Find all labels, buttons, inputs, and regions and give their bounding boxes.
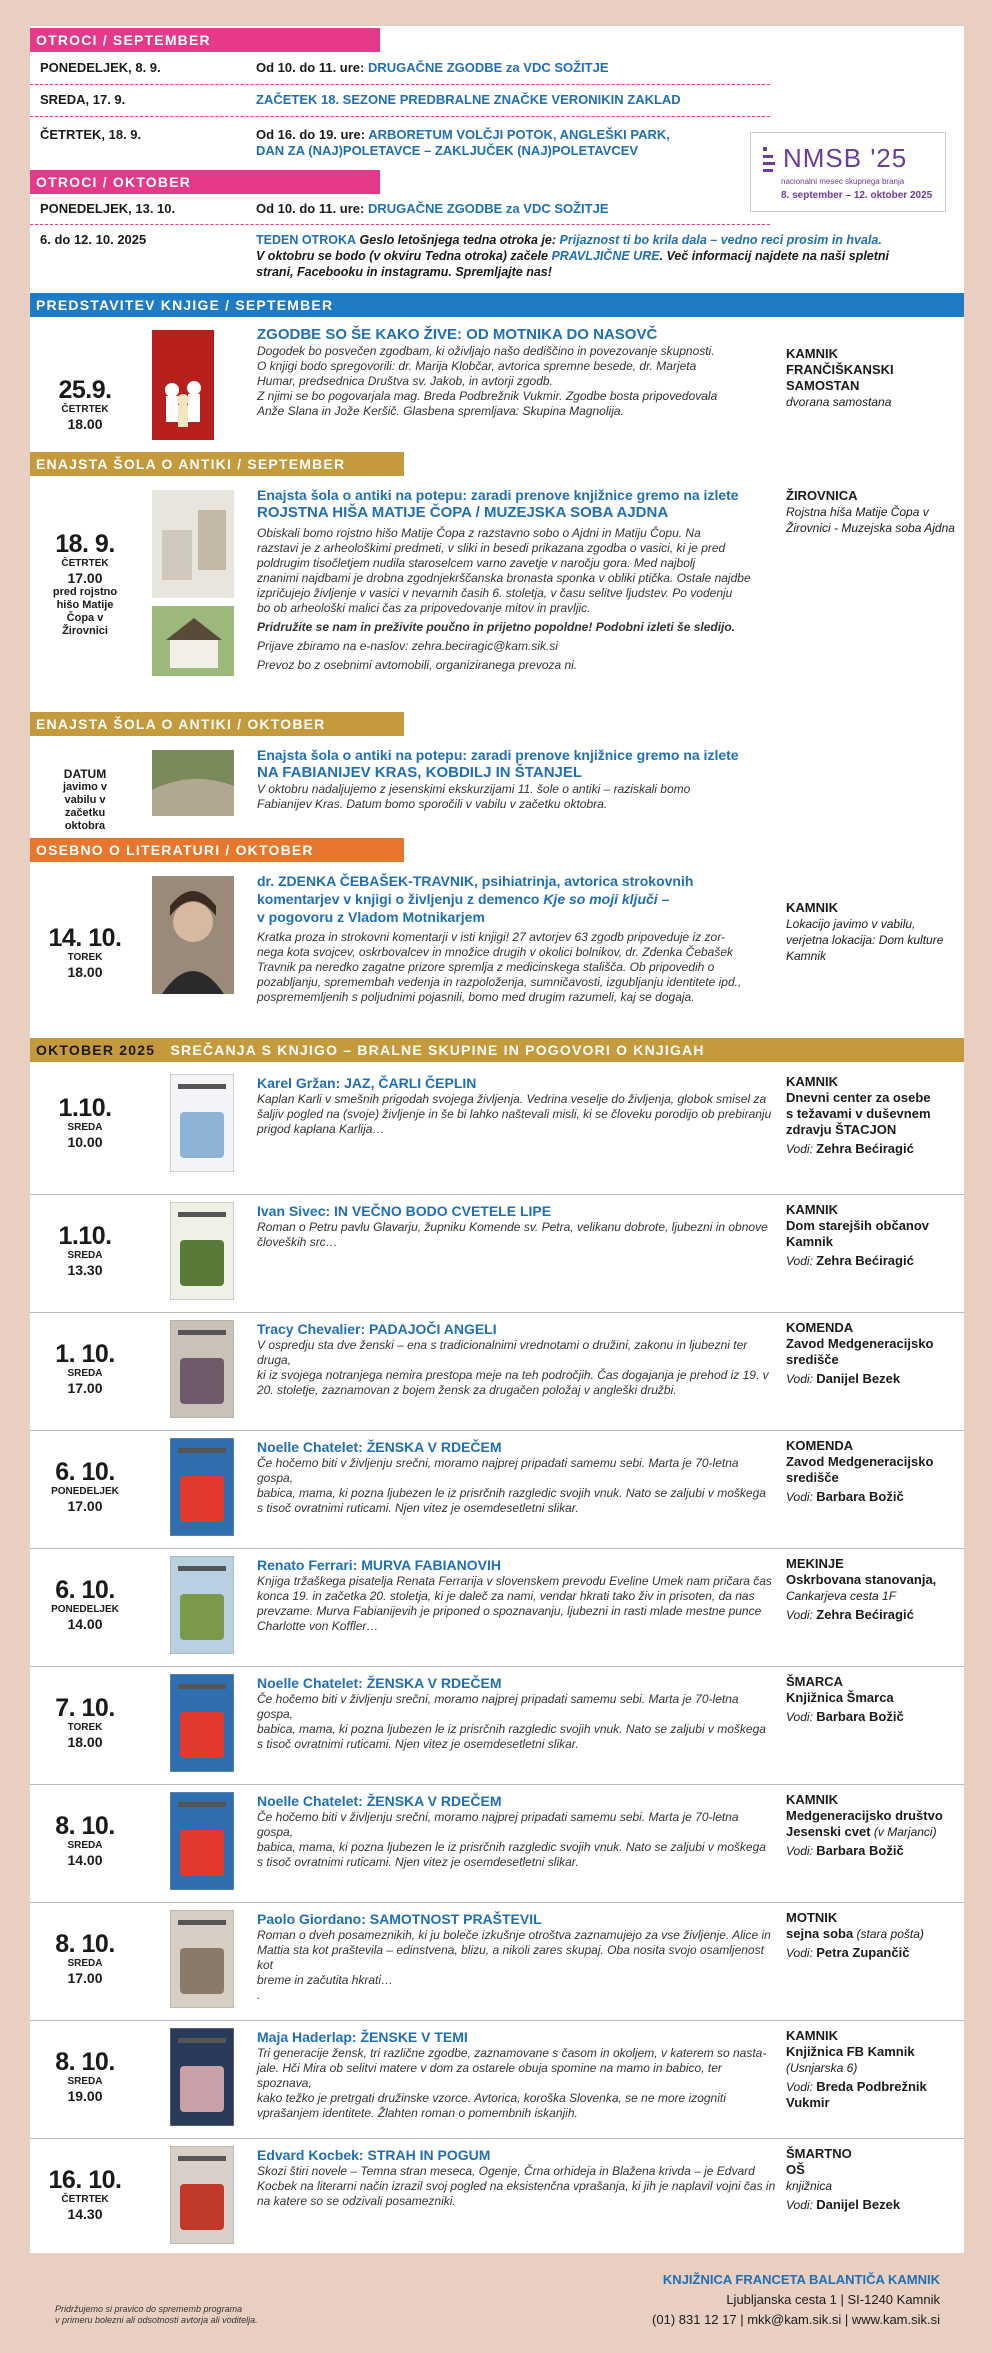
row-divider [30,1548,964,1549]
program-page: OTROCI / SEPTEMBER PONEDELJEK, 8. 9. Od 10. do 11. ure: DRUGAČNE ZGODBE za VDC SOŽITJE SREDA, 17. 9. ZAČETEK 18. SEZONE PREDBRALNE ZNAČKE VERONIKIN ZAKLAD ČETRTEK, 18. 9. Od 16. do 19. ure: ARBORETUM VOLČJI POTOK, ANGLEŠKI PARK, DAN ZA (NAJ)POLETAVCE – ZAKLJUČEK (NAJ)POLETAVCEV NMSB '25 nacionalni mesec skupnega branja 8. september – 12. oktober 2025 OTROCI / OKTOBER PONEDELJEK, 13. 10. Od 10. do 11. ure: DRUGAČNE ZGODBE za VDC SOŽITJE 6. do 12. 10. 2025 TEDEN OTROKA Geslo letošnjega tedna otroka je: Prijaznost ti bo krila dala – vedno reci prosim in hvala. V oktobru se bodo (v okviru Tedna otroka) začele PRAVLJIČNE URE. Več informacij najdete na naši spletni strani, Facebooku in instagramu. Spremljajte nas! PREDSTAVITEV KNJIGE / SEPTEMBER 25.9. ČETRTEK 18.00 ZGODBE SO ŠE KAKO ŽIVE: OD MOTNIKA DO NASOVČ Dogodek bo posvečen zgodbam, ki oživljajo našo dediščino in povezovanje skupnosti. O knjigi bodo spregovorili: dr. Marija Klobčar, avtorica spremne besede, dr. Marjeta Humar, predsednica Društva sv. Jakob, in avtorji zgodb. Z njimi se bo pogovarjala mag. Breda Podbrežnik Vukmir. Zgodbe bosta pripovedovala Anže Slana in Jože Keršič. Glasbena spremljava: Skupina Magnolija. KAMNIK FRANČIŠKANSKI SAMOSTAN dvorana samostana ENAJSTA ŠOLA O ANTIKI / SEPTEMBER 18. 9. ČETRTEK 17.00 pred rojstno hišo Matije Čopa v Žirovnici Enajsta šola o antiki na potepu: zaradi prenove knjižnice gremo na izlete ROJSTNA HIŠA MATIJE ČOPA / MUZEJSKA SOBA AJDNA Obiskali bomo rojstno hišo Matije Čopa z razstavno sobo o Ajdni in Matiju Čopu. Na razstavi je z arheološkimi predmeti, v sliki in besedi prikazana zgodba o vasici, ki je pred poldrugim tisočletjem nudila staroselcem varno zavetje v naročju gora. Med najbolj znanimi najdbami je drobna zgodnjekrščanska bronasta sponka v obliki ptička. Ostale najdbe izpričujejo življenje v vasici v nevarnih časih 6. stoletja, v času selitve ljudstev. Po vodenju bo ob arheološki malici čas za pripovedovanje mitov in pravljic. Pridružite se nam in preživite poučno in prijetno popoldne! Podobni izleti še sledijo. Prijave zbiramo na e-naslov: zehra.beciragic@kam.sik.si Prevoz bo z osebnimi avtomobili, organiziranega prevoza ni. ŽIROVNICA Rojstna hiša Matije Čopa v Žirovnici - Muzejska soba Ajdna ENAJSTA ŠOLA O ANTIKI / OKTOBER DATUM javimo v vabilu v začetku oktobra Enajsta šola o antiki na potepu: zaradi prenove knjižnice gremo na izlete NA FABIANIJEV KRAS, KOBDILJ IN ŠTANJEL V oktobru nadaljujemo z jesenskimi ekskurzijami 11. šole o antiki – raziskali bomo Fabianijev Kras. Datum bomo sporočili v vabilu v začetku oktobra. OSEBNO O LITERATURI / OKTOBER 14. 10. TOREK 18.00 dr. ZDENKA ČEBAŠEK-TRAVNIK, psihiatrinja, avtorica strokovnih komentarjev v knjigi o življenju z demenco Kje so moji ključi – v pogovoru z Vladom Motnikarjem Kratka proza in strokovni komentarji v isti knjigi! 27 avtorjev 63 zgodb pripoveduje iz zor- nega kota svojcev, oskrbovalcev in množice drugih v okolici bolnikov, dr. Zdenka Čebašek Travnik pa neredko zagatne prizore spremlja z medicinskega stališča. Ob pripovedih o pozabljanju, spremembah vedenja in razpoloženja, sumničavosti, izgubljanju identitete ipd., posprememljenih s poljudnimi pojasnili, bomo med drugim razumeli, kaj se dogaja. KAMNIK Lokacijo javimo v vabilu, verjetna lokacija: Dom kulture Kamnik OKTOBER 2025 SREČANJA S KNJIGO – BRALNE SKUPINE IN POGOVORI O KNJIGAH 1.10. SREDA 10.00 Karel Gržan: JAZ, ČARLI ČEPLIN Kaplan Karli v smešnih prigodah svojega življenja. Vedrina veselje do življenja, globok smisel za šaljiv pogled na (svoje) življenje in še bi lahko naštevali misli, ki se človeku porodijo ob prebiranju prigod kaplana Karlija… KAMNIK Dnevni center za osebe s težavami v duševnem zdravju ŠTACJON Vodi: Zehra Bećiragić 1.10. SREDA 13.30 Ivan Sivec: IN VEČNO BODO CVETELE LIPE Roman o Petru pavlu Glavarju, župniku Komende sv. Petra, velikanu dobrote, ljubezni in obnove človeških src… KAMNIK Dom starejših občanov Kamnik Vodi: Zehra Bećiragić 1. 10. SREDA 17.00 Tracy Chevalier: PADAJOČI ANGELI V ospredju sta dve ženski – ena s tradicionalnimi vrednotami o družini, zakonu in ljubezni ter druga, ki iz svojega notranjega nemira prestopa meje na teh področjih. Čas dogajanja je prehod iz 19. v 20. stoletje, zaznamovan z bojem žensk za drugačen položaj v angleški družbi. KOMENDA Zavod Medgeneracijsko središče Vodi: Danijel Bezek 6. 10. PONEDELJEK 17.00 Noelle Chatelet: ŽENSKA V RDEČEM Če hočemo biti v življenju srečni, moramo najprej pripadati samemu sebi. Marta je 70-letna gospa, babica, mama, ki pozna ljubezen le iz prisrčnih razgledic svojih vnuk. Nato se zaljubi v moškega s tisoč ovratnimi ruticami. Njen vitez je osemdesetletni slikar. KOMENDA Zavod Medgeneracijsko središče Vodi: Barbara Božič 6. 10. PONEDELJEK 14.00 Renato Ferrari: MURVA FABIANOVIH Knjiga tržaškega pisatelja Renata Ferrarija v slovenskem prevodu Eveline Umek nam pričara čas konca 19. in začetka 20. stoletja, ki je daleč za nami, vendar hkrati tako živ in prisoten, da nas prevzame. Murva Fabianijevih je priponed o spoznavanju, ljubezni in rasti mlade mestne punce Charlotte von Koffler… MEKINJE Oskrbovana stanovanja, Cankarjeva cesta 1F Vodi: Zehra Bećiragić 7. 10. TOREK 18.00 Noelle Chatelet: ŽENSKA V RDEČEM Če hočemo biti v življenju srečni, moramo najprej pripadati samemu sebi. Marta je 70-letna gospa, babica, mama, ki pozna ljubezen le iz prisrčnih razgledic svojih vnuk. Nato se zaljubi v moškega s tisoč ovratnimi ruticami. Njen vitez je osemdesetletni slikar. ŠMARCA Knjižnica Šmarca Vodi: Barbara Božič 8. 10. SREDA 14.00 Noelle Chatelet: ŽENSKA V RDEČEM Če hočemo biti v življenju srečni, moramo najprej pripadati samemu sebi. Marta je 70-letna gospa, babica, mama, ki pozna ljubezen le iz prisrčnih razgledic svojih vnuk. Nato se zaljubi v moškega s tisoč ovratnimi ruticami. Njen vitez je osemdesetletni slikar. KAMNIK Medgeneracijsko društvo Jesenski cvet (v Marjanci) Vodi: Barbara Božič 8. 10. SREDA 17.00 Paolo Giordano: SAMOTNOST PRAŠTEVIL Roman o dveh posameznikih, ki ju boleče izkušnje otroštva zaznamujejo za vse življenje. Alice in Mattia sta kot praštevila – edinstvena, blizu, a nikoli zares skupaj. Oba nosita svojo osamljenost kot breme in začutita hkrati… . MOTNIK sejna soba (stara pošta) Vodi: Petra Zupančič 8. 10. SREDA 19.00 Maja Haderlap: ŽENSKE V TEMI Tri generacije žensk, tri različne zgodbe, zaznamovane s časom in okoljem, v katerem so nasta- jale. Hči Mira ob selitvi matere v dom za ostarele obuja spomine na mamo in babico, ter spoznava, kako težko je pretrgati družinske vzorce. Avtorica, koroška Slovenka, se ne more izogniti vprašanjem identitete. Žlahten roman o pomembnih iskanjih. KAMNIK Knjižnica FB Kamnik (Usnjarska 6) Vodi: Breda Podbrežnik Vukmir 16. 10. ČETRTEK 14.30 Edvard Kocbek: STRAH IN POGUM Skozi štiri novele – Temna stran meseca, Ogenje, Črna orhideja in Blažena krivda – je Edvard Kocbek na literarni način izrazil svoj pogled na eksistenčna vprašanja, ki jih je naplavil vojni čas in na katere so se odzivali posamezniki. ŠMARTNO OŠ knjižnica Vodi: Danijel Bezek [30,26,964,2253]
book-cover [152,330,214,440]
nmsb-dates: 8. september – 12. oktober 2025 [781,190,933,201]
event-description: Roman o dveh posameznikih, ki ju boleče izkušnje otroštva zaznamujejo za vse življenje. Alice in Mattia sta kot praštevila – edinstvena, blizu, a nikoli zares skupaj. Oba nosita svojo osamljenost kot breme in začutita hkrati… . [257,1928,771,2002]
event-title: Noelle Chatelet: ŽENSKA V RDEČEM [257,1439,502,1455]
event-description: V ospredju sta dve ženski – ena s tradicionalnimi vrednotami o družini, zakonu in ljubezni ter druga, ki iz svojega notranjega nemira prestopa meje na teh področjih. Čas dogajanja je prehod iz 19. v 20. stoletje, zaznamovan z bojem žensk za drugačen položaj v angleški družbi. [257,1338,769,1397]
book-cover [170,1320,234,1418]
schedule-day: ČETRTEK, 18. 9. [40,127,142,142]
event-predstavitev [30,326,964,466]
event-date: 1.10. SREDA 13.30 [58,1222,112,1278]
event-date: 16. 10. ČETRTEK 14.30 [48,2166,122,2222]
event-title: Paolo Giordano: SAMOTNOST PRAŠTEVIL [257,1911,542,1927]
schedule-title: ARBORETUM VOLČJI POTOK, ANGLEŠKI PARK, [368,127,670,142]
event-place: KAMNIK Lokacijo javimo v vabilu, verjetna lokacija: Dom kulture Kamnik [786,900,944,963]
schedule-title: ZAČETEK 18. SEZONE PREDBRALNE ZNAČKE VERONIKIN ZAKLAD [256,92,681,107]
event-date: 1.10. SREDA 10.00 [58,1094,112,1150]
event-title: Noelle Chatelet: ŽENSKA V RDEČEM [257,1793,502,1809]
section-header-otroci-oktober: OTROCI / OKTOBER [30,170,380,194]
event-osebno [30,872,964,1052]
reading-group-event [30,1674,964,1784]
event-place: KAMNIK Knjižnica FB Kamnik (Usnjarska 6) Vodi: Breda Podbrežnik Vukmir [786,2028,927,2110]
event-description: Dogodek bo posvečen zgodbam, ki oživljajo našo dediščino in povezovanje skupnosti. O knjigi bodo spregovorili: dr. Marija Klobčar, avtorica spremne besede, dr. Marjeta Humar, predsednica Društva sv. Jakob, in avtorji zgodb. Z njimi se bo pogovarjala mag. Breda Podbrežnik Vukmir. Zgodbe bosta pripovedovala Anže Slana in Jože Keršič. Glasbena spremljava: Skupina Magnolija. [257,344,718,418]
event-subtitle: ROJSTNA HIŠA MATIJE ČOPA / MUZEJSKA SOBA AJDNA [257,504,669,521]
row-divider [30,1784,964,1785]
kras-photo [152,750,234,816]
book-cover [170,2146,234,2244]
book-cover [170,1792,234,1890]
event-description: Obiskali bomo rojstno hišo Matije Čopa z razstavno sobo o Ajdni in Matiju Čopu. Na razstavi je z arheološkimi predmeti, v sliki in besedi prikazana zgodba o vasici, ki je pred poldrugim tisočletjem nudila staroselcem varno zavetje v naročju gora. Med najbolj znanimi najdbami je drobna zgodnjekrščanska bronasta sponka v obliki ptička. Ostale najdbe izpričujejo življenje v vasici v nevarnih časih 6. stoletja, v času selitve ljudstev. Po vodenju bo ob arheološki malici čas za pripovedovanje mitov in pravljic. Pridružite se nam in preživite poučno in prijetno popoldne! Podobni izleti še sledijo. Prijave zbiramo na e-naslov: zehra.beciragic@kam.sik.si Prevoz bo z osebnimi avtomobili, organiziranega prevoza ni. [257,526,751,672]
event-title: ZGODBE SO ŠE KAKO ŽIVE: OD MOTNIKA DO NASOVČ [257,326,658,343]
schedule-day: PONEDELJEK, 13. 10. [40,201,176,216]
event-title: Enajsta šola o antiki na potepu: zaradi prenove knjižnice gremo na izlete [257,747,739,763]
event-date: 1. 10. SREDA 17.00 [55,1340,115,1396]
section-header-osebno: OSEBNO O LITERATURI / OKTOBER [30,838,404,862]
footer-library [652,2270,940,2330]
event-place: ŠMARCA Knjižnica Šmarca Vodi: Barbara Božič [786,1674,904,1724]
book-cover [170,1674,234,1772]
section-header-antika-september: ENAJSTA ŠOLA O ANTIKI / SEPTEMBER [30,452,404,476]
event-date: 8. 10. SREDA 17.00 [55,1930,115,1986]
event-title: Edvard Kocbek: STRAH IN POGUM [257,2147,491,2163]
event-date: 7. 10. TOREK 18.00 [55,1694,115,1750]
house-photo [152,606,234,676]
event-antika-oktober [30,746,964,846]
library-contact[interactable]: (01) 831 12 17 | mkk@kam.sik.si | www.kam.sik.si [652,2312,940,2327]
event-date: 6. 10. PONEDELJEK 14.00 [51,1576,119,1632]
dashed-divider [30,84,770,85]
book-cover [170,1910,234,2008]
schedule-title-line2: DAN ZA (NAJ)POLETAVCE – ZAKLJUČEK (NAJ)POLETAVCEV [256,143,639,158]
book-cover [170,1556,234,1654]
section-header-srecanja [30,1038,964,1062]
author-portrait [152,876,234,994]
event-title: Renato Ferrari: MURVA FABIANOVIH [257,1557,501,1573]
event-title: Ivan Sivec: IN VEČNO BODO CVETELE LIPE [257,1203,552,1219]
section-header-otroci-september: OTROCI / SEPTEMBER [30,28,380,52]
event-title: dr. ZDENKA ČEBAŠEK-TRAVNIK, psihiatrinja, avtorica strokovnih komentarjev v knjigi o življenju z demenco Kje so moji ključi – v pogovoru z Vladom Motnikarjem [257,873,694,925]
event-description: Če hočemo biti v življenju srečni, moramo najprej pripadati samemu sebi. Marta je 70-letna gospa, babica, mama, ki pozna ljubezen le iz prisrčnih razgledic svojih vnuk. Nato se zaljubi v moškega s tisoč ovratnimi ruticami. Njen vitez je osemdesetletni slikar. [257,1692,766,1751]
schedule-time: Od 16. do 19. ure: [256,127,369,142]
event-place: MEKINJE Oskrbovana stanovanja, Cankarjeva cesta 1F Vodi: Zehra Bećiragić [786,1556,937,1622]
event-description: Če hočemo biti v življenju srečni, moramo najprej pripadati samemu sebi. Marta je 70-letna gospa, babica, mama, ki pozna ljubezen le iz prisrčnih razgledic svojih vnuk. Nato se zaljubi v moškega s tisoč ovratnimi ruticami. Njen vitez je osemdesetletni slikar. [257,1810,766,1869]
schedule-time: Od 10. do 11. ure: [256,60,368,75]
footer-disclaimer: Pridržujemo si pravico do sprememb programa v primeru bolezni ali odsotnosti avtorja ali voditelja. [55,2304,258,2325]
schedule-title: DRUGAČNE ZGODBE za VDC SOŽITJE [367,201,609,216]
event-date: 14. 10. TOREK 18.00 [48,924,122,980]
reading-group-event [30,1792,964,1902]
reading-group-event [30,1320,964,1430]
row-divider [30,1666,964,1667]
nmsb-logo [750,132,946,212]
book-cover [170,1202,234,1300]
dashed-divider [30,116,770,117]
schedule-day: SREDA, 17. 9. [40,92,126,107]
library-name: KNJIŽNICA FRANCETA BALANTIČA KAMNIK [662,2272,940,2287]
event-date: 8. 10. SREDA 14.00 [55,1812,115,1868]
event-place: KOMENDA Zavod Medgeneracijsko središče Vodi: Barbara Božič [786,1438,934,1504]
event-place: MOTNIK sejna soba (stara pošta) Vodi: Petra Zupančič [786,1910,924,1960]
library-address: Ljubljanska cesta 1 | SI-1240 Kamnik [726,2292,940,2307]
row-divider [30,1194,964,1195]
nmsb-subtitle: nacionalni mesec skupnega branja [781,177,905,186]
event-title: Enajsta šola o antiki na potepu: zaradi prenove knjižnice gremo na izlete [257,487,739,503]
event-subtitle: NA FABIANIJEV KRAS, KOBDILJ IN ŠTANJEL [257,764,583,781]
event-place: KAMNIK Dom starejših občanov Kamnik Vodi: Zehra Bećiragić [786,1202,930,1268]
reading-group-event [30,2028,964,2138]
museum-photo [152,490,234,598]
event-title: Tracy Chevalier: PADAJOČI ANGELI [257,1321,497,1337]
schedule-title: DRUGAČNE ZGODBE za VDC SOŽITJE [367,60,609,75]
row-divider [30,1430,964,1431]
event-date: 25.9. ČETRTEK 18.00 [58,376,112,432]
reading-group-event [30,1202,964,1312]
event-place: KOMENDA Zavod Medgeneracijsko središče Vodi: Danijel Bezek [786,1320,934,1386]
reading-group-event [30,1074,964,1184]
event-description: Knjiga tržaškega pisatelja Renata Ferrarija v slovenskem prevodu Eveline Umek nam pričara čas konca 19. in začetka 20. stoletja, ki je daleč za nami, vendar hkrati tako živ in prisoten, da nas prevzame. Murva Fabianijevih je priponed o spoznavanju, ljubezni in rasti mlade mestne punce Charlotte von Koffler… [257,1574,772,1633]
teden-title: TEDEN OTROKA [256,233,356,247]
srecanja-month: OKTOBER 2025 [36,1042,156,1058]
event-description: Kratka proza in strokovni komentarji v isti knjigi! 27 avtorjev 63 zgodb pripoveduje iz zor- nega kota svojcev, oskrbovalcev in množice drugih v okolici bolnikov, dr. Zdenka Čebašek Travnik pa neredko zagatne prizore spremlja z medicinskega stališča. Ob pripovedih o pozabljanju, spremembah vedenja in razpoloženja, sumničavosti, izgubljanju identitete ipd., posprememljenih s poljudnimi pojasnili, bomo med drugim razumeli, kaj se dogaja. [257,930,742,1004]
event-title: Noelle Chatelet: ŽENSKA V RDEČEM [257,1675,502,1691]
schedule-time: Od 10. do 11. ure: [256,201,368,216]
event-description: Tri generacije žensk, tri različne zgodbe, zaznamovane s časom in okoljem, v katerem so nasta- jale. Hči Mira ob selitvi matere v dom za ostarele obuja spomine na mamo in babico, ter spoznava, kako težko je pretrgati družinske vzorce. Avtorica, koroška Slovenka, se ne more izogniti vprašanjem identitete. Žlahten roman o pomembnih iskanjih. [257,2046,767,2120]
reading-group-event [30,1910,964,2020]
event-date: 8. 10. SREDA 19.00 [55,2048,115,2104]
srecanja-title: SREČANJA S KNJIGO – BRALNE SKUPINE IN POGOVORI O KNJIGAH [170,1042,705,1058]
event-date: DATUM javimo v vabilu v začetku oktobra [62,767,108,832]
event-date: 6. 10. PONEDELJEK 17.00 [51,1458,119,1514]
book-cover [170,2028,234,2126]
event-antika-september [30,486,964,716]
nmsb-mark-icon [763,147,777,181]
row-divider [30,1902,964,1903]
event-place: KAMNIK Medgeneracijsko društvo Jesenski cvet (v Marjanci) Vodi: Barbara Božič [786,1792,943,1858]
schedule-day: PONEDELJEK, 8. 9. [40,60,161,75]
row-divider [30,2020,964,2021]
event-title: Karel Gržan: JAZ, ČARLI ČEPLIN [257,1075,477,1091]
section-header-antika-oktober: ENAJSTA ŠOLA O ANTIKI / OKTOBER [30,712,404,736]
event-description: Če hočemo biti v življenju srečni, moramo najprej pripadati samemu sebi. Marta je 70-letna gospa, babica, mama, ki pozna ljubezen le iz prisrčnih razgledic svojih vnuk. Nato se zaljubi v moškega s tisoč ovratnimi ruticami. Njen vitez je osemdesetletni slikar. [257,1456,766,1515]
row-divider [30,2138,964,2139]
schedule-day: 6. do 12. 10. 2025 [40,232,147,247]
event-place: ŠMARTNO OŠ knjižnica Vodi: Danijel Bezek [786,2146,901,2212]
event-place: KAMNIK Dnevni center za osebe s težavami v duševnem zdravju ŠTACJON Vodi: Zehra Bećiragić [786,1074,931,1156]
event-description: V oktobru nadaljujemo z jesenskimi ekskurzijami 11. šole o antiki – raziskali bomo Fabianijev Kras. Datum bomo sporočili v vabilu v začetku oktobra. [257,782,691,811]
dashed-divider [30,224,770,225]
book-cover [170,1074,234,1172]
event-description: Roman o Petru pavlu Glavarju, župniku Komende sv. Petra, velikanu dobrote, ljubezni in obnove človeških src… [257,1220,768,1249]
event-place: KAMNIK FRANČIŠKANSKI SAMOSTAN dvorana samostana [786,346,894,409]
reading-group-event [30,2146,964,2253]
event-title: Maja Haderlap: ŽENSKE V TEMI [257,2029,468,2045]
nmsb-title: NMSB '25 [783,143,908,173]
reading-group-event [30,1438,964,1548]
section-header-predstavitev: PREDSTAVITEV KNJIGE / SEPTEMBER [30,293,964,317]
book-cover [170,1438,234,1536]
event-place: ŽIROVNICA Rojstna hiša Matije Čopa v Žirovnici - Muzejska soba Ajdna [786,488,955,535]
event-description: Kaplan Karli v smešnih prigodah svojega življenja. Vedrina veselje do življenja, globok smisel za šaljiv pogled na (svoje) življenje in še bi lahko naštevali misli, ki se človeku porodijo ob prebiranju prigod kaplana Karlija… [257,1092,772,1136]
event-description: Skozi štiri novele – Temna stran meseca, Ogenje, Črna orhideja in Blažena krivda – je Edvard Kocbek na literarni način izrazil svoj pogled na eksistenčna vprašanja, ki jih je naplavil vojni čas in na katere so se odzivali posamezniki. [257,2164,776,2208]
reading-group-event [30,1556,964,1666]
event-date: 18. 9. ČETRTEK 17.00 pred rojstno hišo Matije Čopa v Žirovnici [52,530,118,637]
row-divider [30,1312,964,1313]
